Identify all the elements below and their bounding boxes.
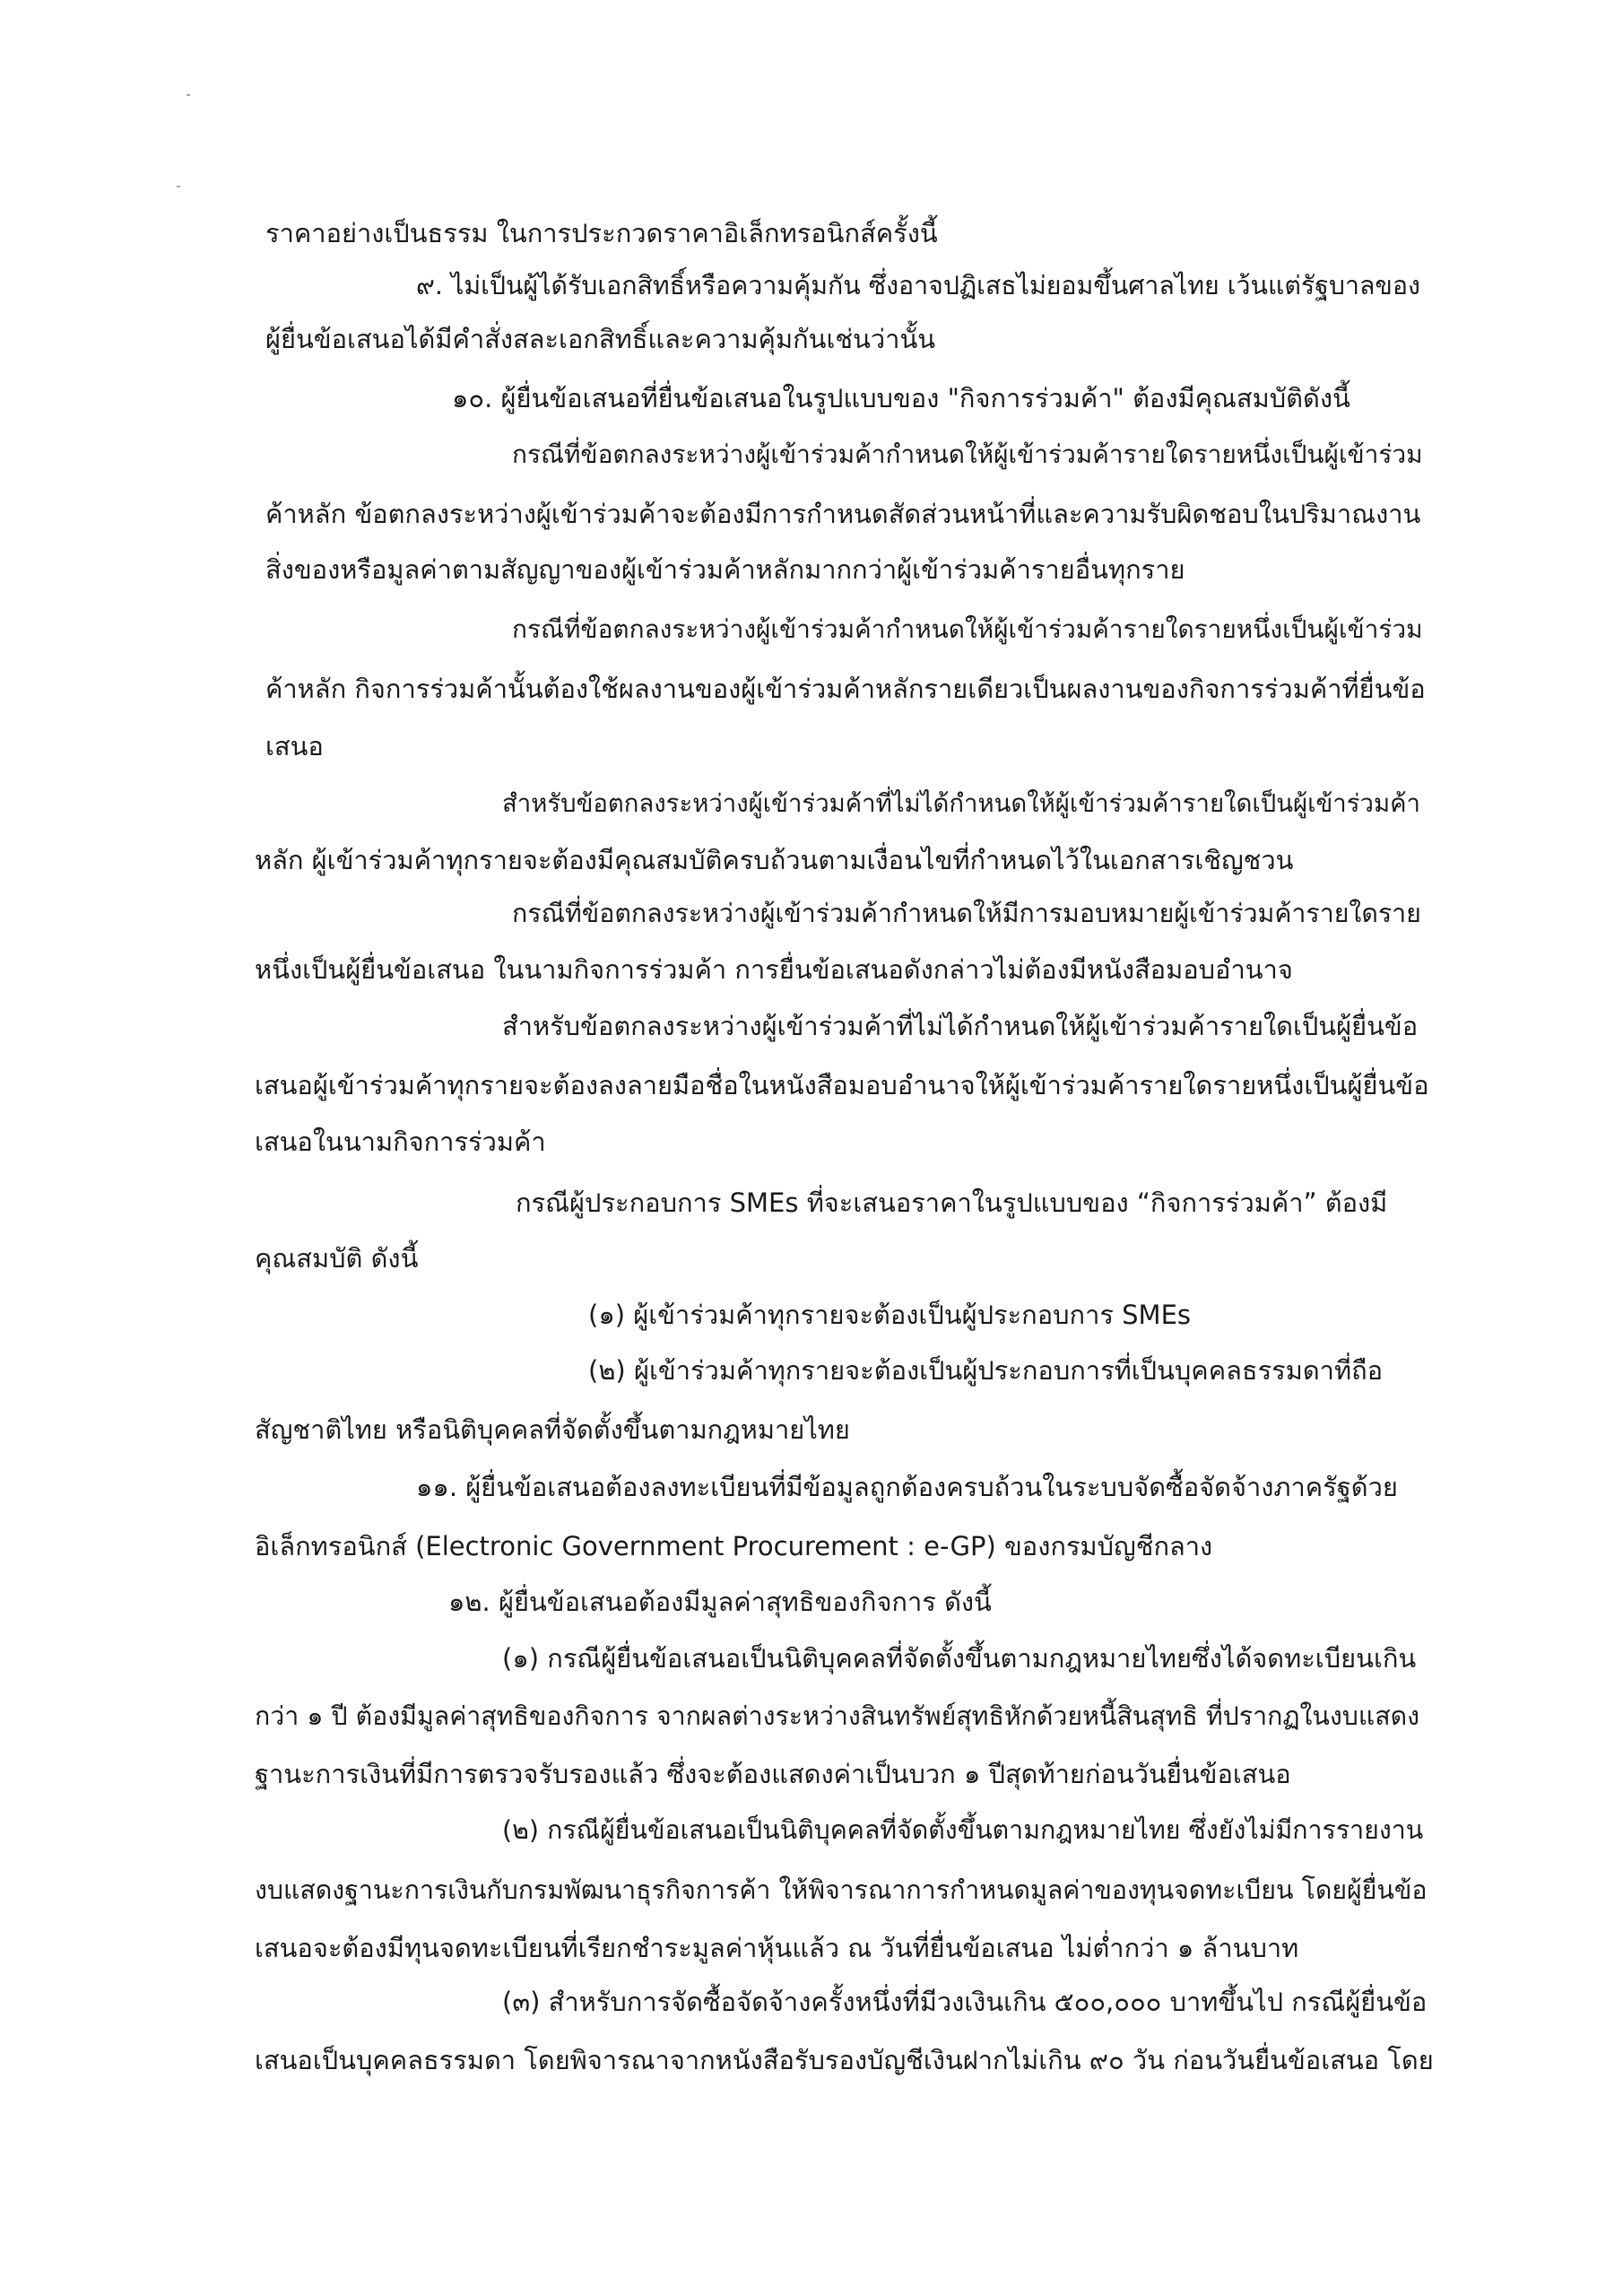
scan-speck: [177, 186, 180, 187]
text-line: ๙. ไม่เป็นผู้ได้รับเอกสิทธิ์หรือความคุ้มกัน ซึ่งอาจปฏิเสธไม่ยอมขึ้นศาลไทย เว้นแต่รัฐบาลของ: [416, 271, 1420, 300]
text-line: กว่า ๑ ปี ต้องมีมูลค่าสุทธิของกิจการ จากผลต่างระหว่างสินทรัพย์สุทธิหักด้วยหนี้สินสุทธิ ที่ปรากฏในงบแสดง: [255, 1701, 1420, 1731]
text-line: หลัก ผู้เข้าร่วมค้าทุกรายจะต้องมีคุณสมบัติครบถ้วนตามเงื่อนไขที่กำหนดไว้ในเอกสารเชิญชวน: [255, 845, 1294, 875]
text-line: ๑๑. ผู้ยื่นข้อเสนอต้องลงทะเบียนที่มีข้อมูลถูกต้องครบถ้วนในระบบจัดซื้อจัดจ้างภาครัฐด้วย: [416, 1472, 1398, 1502]
text-line: (๓) สำหรับการจัดซื้อจัดจ้างครั้งหนึ่งที่มีวงเงินเกิน ๕๐๐,๐๐๐ บาทขึ้นไป กรณีผู้ยื่นข้อ: [502, 1987, 1428, 2017]
text-line: กรณีที่ข้อตกลงระหว่างผู้เข้าร่วมค้ากำหนดให้มีการมอบหมายผู้เข้าร่วมค้ารายใดราย: [512, 899, 1421, 928]
text-line: กรณีที่ข้อตกลงระหว่างผู้เข้าร่วมค้ากำหนดให้ผู้เข้าร่วมค้ารายใดรายหนึ่งเป็นผู้เข้าร่วม: [512, 614, 1423, 644]
text-line: กรณีผู้ประกอบการ SMEs ที่จะเสนอราคาในรูปแบบของ “กิจการร่วมค้า” ต้องมี: [516, 1187, 1388, 1218]
text-line: เสนอเป็นบุคคลธรรมดา โดยพิจารณาจากหนังสือรับรองบัญชีเงินฝากไม่เกิน ๙๐ วัน ก่อนวันยื่นข้อเสนอ โดย: [255, 2045, 1434, 2075]
text-line: (๑) ผู้เข้าร่วมค้าทุกรายจะต้องเป็นผู้ประกอบการ SMEs: [588, 1300, 1192, 1330]
text-line: ราคาอย่างเป็นธรรม ในการประกวดราคาอิเล็กทรอนิกส์ครั้งนี้: [265, 218, 938, 248]
text-line: คุณสมบัติ ดังนี้: [255, 1243, 419, 1274]
text-line: สิ่งของหรือมูลค่าตามสัญญาของผู้เข้าร่วมค้าหลักมากกว่าผู้เข้าร่วมค้ารายอื่นทุกราย: [265, 554, 1185, 585]
text-line: สำหรับข้อตกลงระหว่างผู้เข้าร่วมค้าที่ไม่ได้กำหนดให้ผู้เข้าร่วมค้ารายใดเป็นผู้เข้าร่วมค้า: [502, 789, 1420, 818]
text-line: ๑๐. ผู้ยื่นข้อเสนอที่ยื่นข้อเสนอในรูปแบบของ "กิจการร่วมค้า" ต้องมีคุณสมบัติดังนี้: [452, 383, 1350, 413]
text-line: เสนอในนามกิจการร่วมค้า: [255, 1126, 546, 1157]
text-line: ผู้ยื่นข้อเสนอได้มีคำสั่งสละเอกสิทธิ์และความคุ้มกันเช่นว่านั้น: [265, 324, 936, 354]
text-line: (๑) กรณีผู้ยื่นข้อเสนอเป็นนิติบุคคลที่จัดตั้งขึ้นตามกฎหมายไทยซึ่งได้จดทะเบียนเกิน: [502, 1643, 1417, 1674]
text-line: สำหรับข้อตกลงระหว่างผู้เข้าร่วมค้าที่ไม่ได้กำหนดให้ผู้เข้าร่วมค้ารายใดเป็นผู้ยื่นข้อ: [502, 1011, 1419, 1041]
text-line: งบแสดงฐานะการเงินกับกรมพัฒนาธุรกิจการค้า ให้พิจารณาการกำหนดมูลค่าของทุนจดทะเบียน โดยผู้ยื่นข้อ: [255, 1875, 1428, 1905]
text-line: เสนอผู้เข้าร่วมค้าทุกรายจะต้องลงลายมือชื่อในหนังสือมอบอำนาจให้ผู้เข้าร่วมค้ารายใดรายหนึ่งเป็นผู้ยื่นข้อ: [255, 1070, 1429, 1100]
text-line: สัญชาติไทย หรือนิติบุคคลที่จัดตั้งขึ้นตามกฎหมายไทย: [255, 1414, 850, 1445]
text-line: อิเล็กทรอนิกส์ (Electronic Government Procurement : e-GP) ของกรมบัญชีกลาง: [255, 1531, 1213, 1561]
text-line: หนึ่งเป็นผู้ยื่นข้อเสนอ ในนามกิจการร่วมค้า การยื่นข้อเสนอดังกล่าวไม่ต้องมีหนังสือมอบอำนาจ: [255, 954, 1293, 985]
text-line: เสนอจะต้องมีทุนจดทะเบียนที่เรียกชำระมูลค่าหุ้นแล้ว ณ วันที่ยื่นข้อเสนอ ไม่ต่ำกว่า ๑ ล้านบาท: [255, 1933, 1299, 1963]
text-line: (๒) กรณีผู้ยื่นข้อเสนอเป็นนิติบุคคลที่จัดตั้งขึ้นตามกฎหมายไทย ซึ่งยังไม่มีการรายงาน: [502, 1815, 1424, 1845]
text-line: ค้าหลัก กิจการร่วมค้านั้นต้องใช้ผลงานของผู้เข้าร่วมค้าหลักรายเดียวเป็นผลงานของกิจการร่วมค้าที่ยื่นข้อ: [265, 674, 1426, 704]
text-line: เสนอ: [265, 731, 324, 761]
text-line: ๑๒. ผู้ยื่นข้อเสนอต้องมีมูลค่าสุทธิของกิจการ ดังนี้: [448, 1587, 992, 1617]
text-line: ค้าหลัก ข้อตกลงระหว่างผู้เข้าร่วมค้าจะต้องมีการกำหนดสัดส่วนหน้าที่และความรับผิดชอบในปริมาณงาน: [265, 499, 1421, 529]
text-line: ฐานะการเงินที่มีการตรวจรับรองแล้ว ซึ่งจะต้องแสดงค่าเป็นบวก ๑ ปีสุดท้ายก่อนวันยื่นข้อเสนอ: [255, 1759, 1291, 1789]
text-line: (๒) ผู้เข้าร่วมค้าทุกรายจะต้องเป็นผู้ประกอบการที่เป็นบุคคลธรรมดาที่ถือ: [588, 1355, 1384, 1386]
scan-speck: [187, 94, 190, 96]
text-line: กรณีที่ข้อตกลงระหว่างผู้เข้าร่วมค้ากำหนดให้ผู้เข้าร่วมค้ารายใดรายหนึ่งเป็นผู้เข้าร่วม: [512, 439, 1423, 469]
